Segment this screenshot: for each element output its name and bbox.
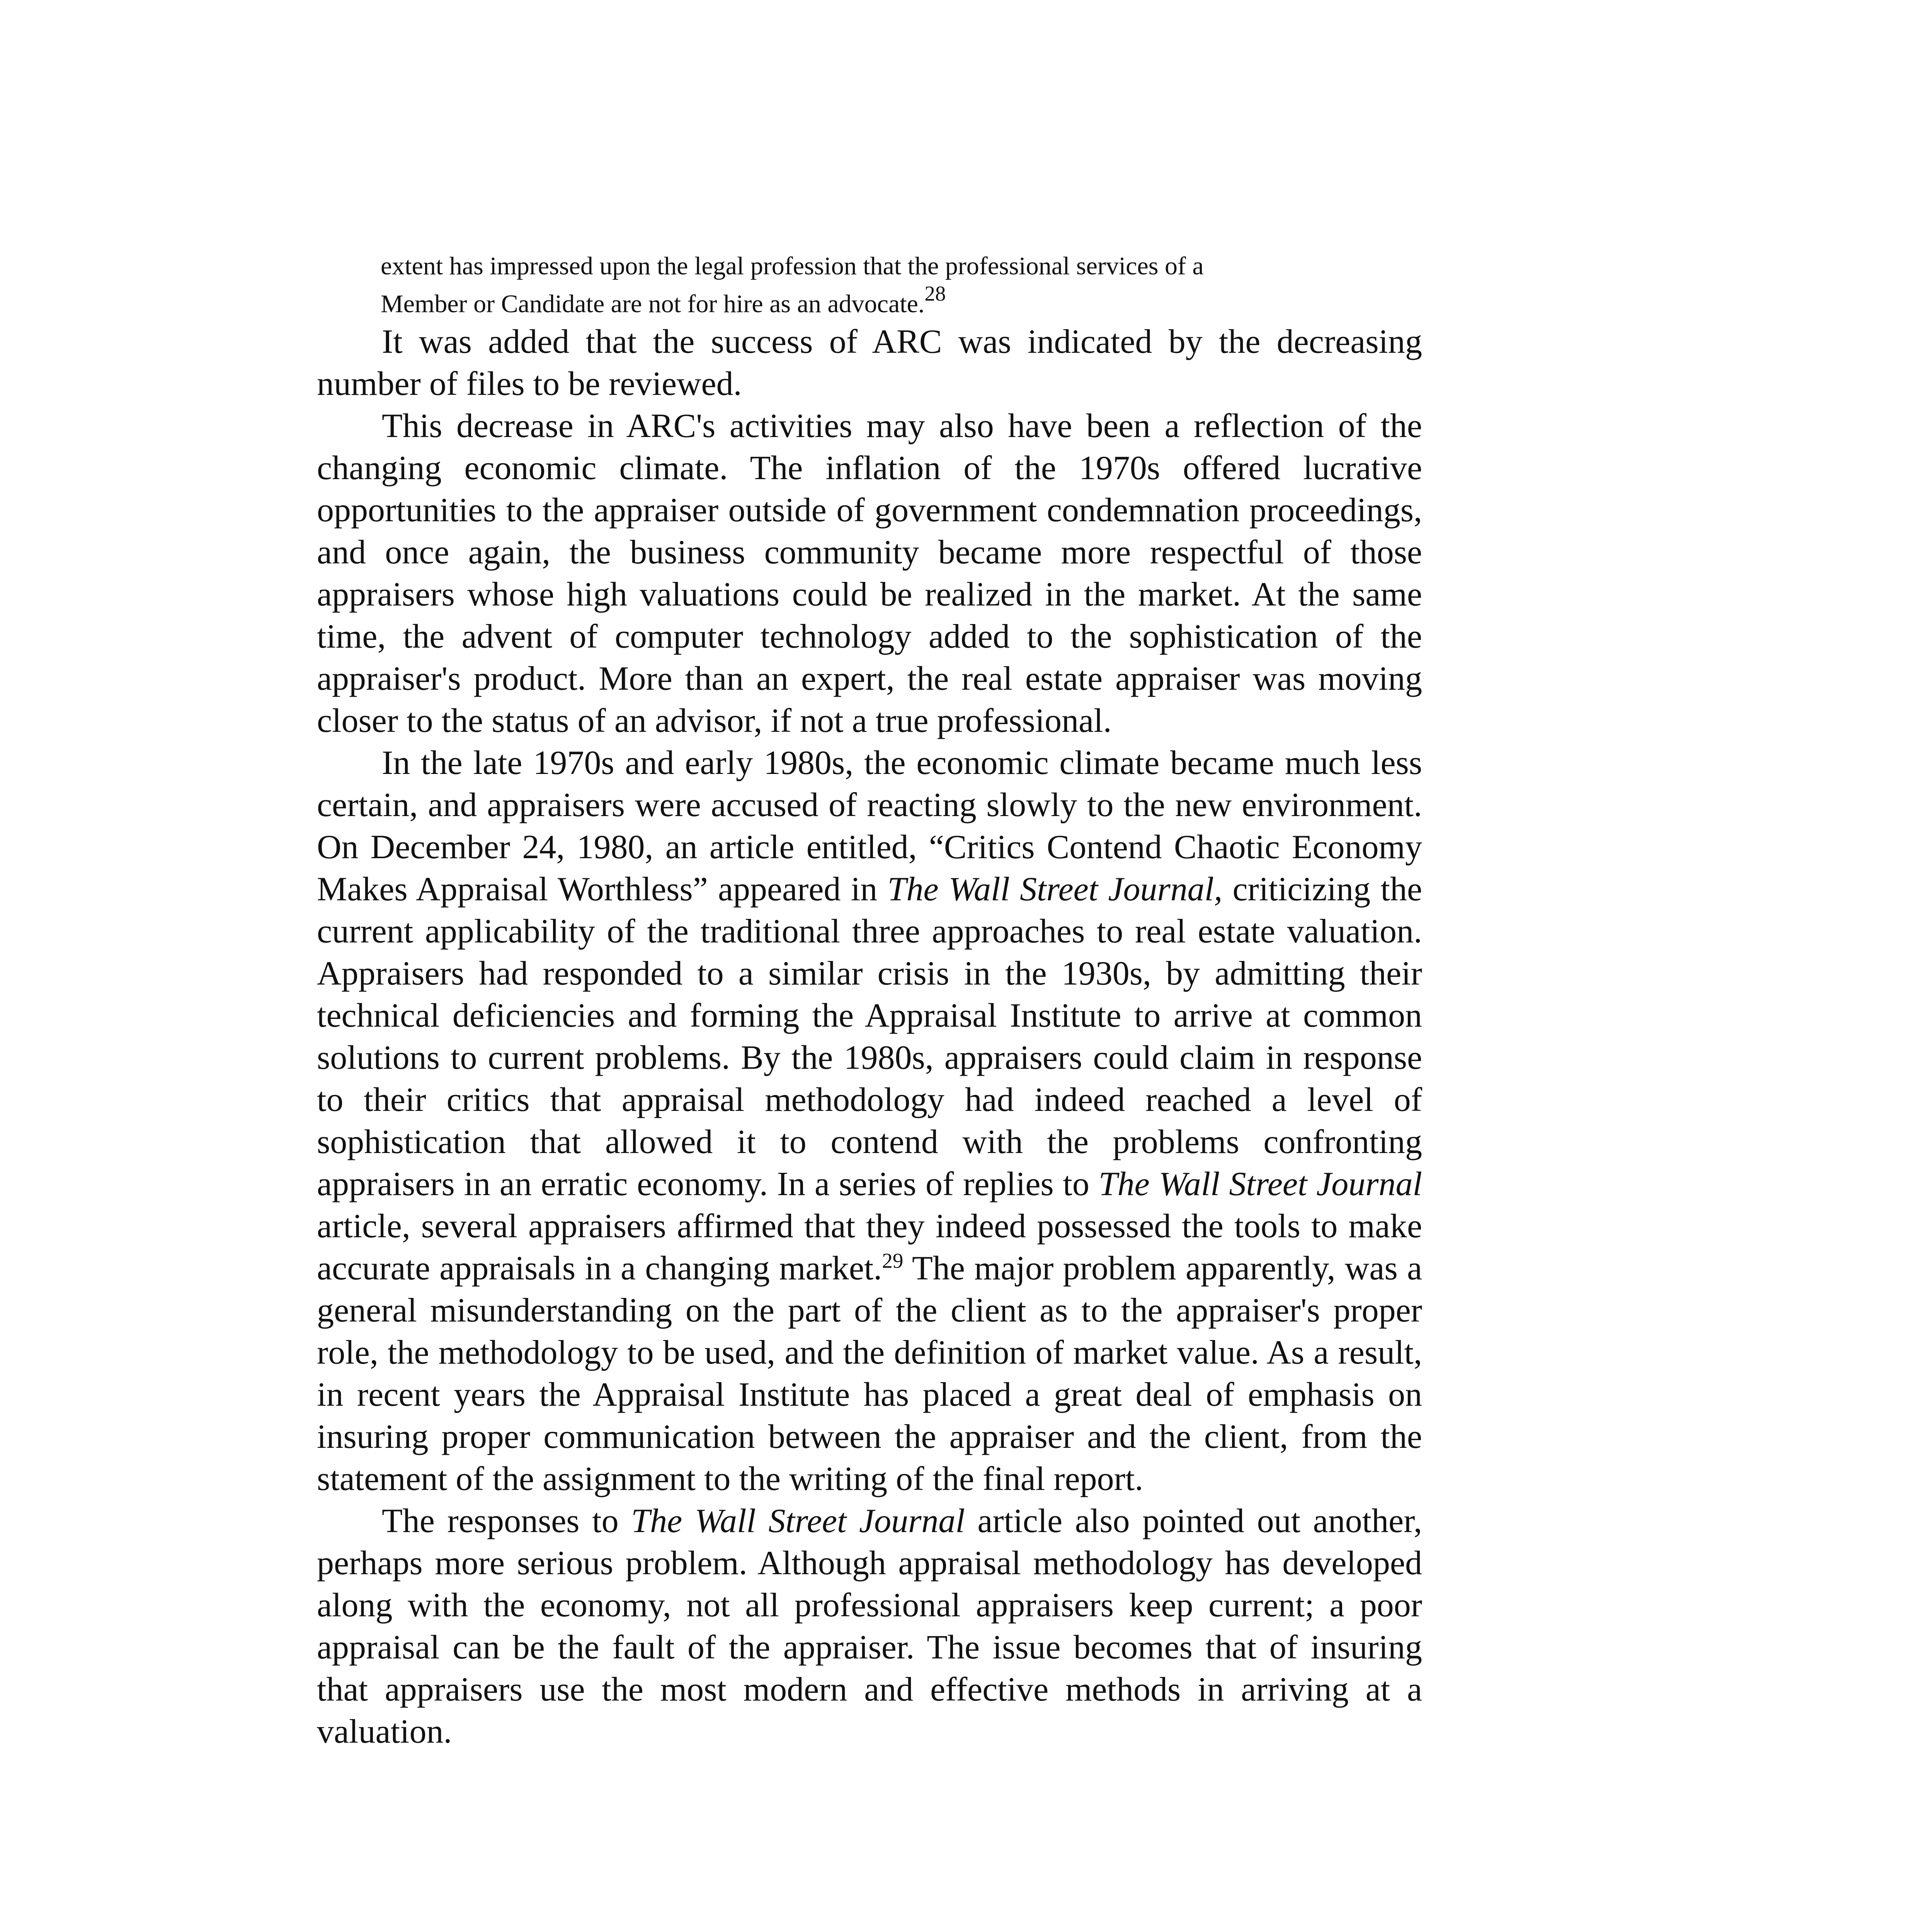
paragraph-4-text-b: article also pointed out another, perhaps more serious problem. Although appraisal methodology has developed along with the economy, not all professional appraisers keep current; a poor appraisal can be the fault of the appraiser. The issue becomes that of insuring that appraisers use the most modern and effective methods in arriving at a valuation. bbox=[317, 1502, 1422, 1750]
footnote-ref-28: 28 bbox=[924, 282, 946, 305]
paragraph-1: It was added that the success of ARC was indicated by the decreasing number of files to be reviewed. bbox=[317, 323, 1422, 403]
body-text bbox=[317, 321, 1422, 1753]
block-quote-line-2 bbox=[381, 282, 1420, 323]
paragraph-4-text-a: The responses to bbox=[382, 1502, 631, 1540]
paragraph-3-text-d: The major problem apparently, was a general misunderstanding on the part of the client as to the appraiser's proper role, the methodology to be used, and the definition of market value. As a result, in recent years the Appraisal Institute has placed a great deal of emphasis on insuring proper communication between the appraiser and the client, from the statement of the assignment to the writing of the final report. bbox=[317, 1250, 1423, 1498]
block-quote bbox=[381, 247, 1420, 323]
block-quote-text: Member or Candidate are not for hire as an advocate. bbox=[381, 290, 925, 318]
paragraph-4 bbox=[317, 1500, 1422, 1753]
paragraph-3 bbox=[317, 742, 1422, 1500]
block-quote-line-1: extent has impressed upon the legal profession that the professional services of a bbox=[381, 252, 1204, 280]
journal-title: The Wall Street Journal bbox=[1098, 1165, 1422, 1203]
paragraph-3-text-b: criticizing the current applicability of the traditional three approaches to real estate valuation. Appraisers had responded to a similar crisis in the 1930s, by admitting their technical deficiencies and forming the Appraisal Institute to arrive at common solutions to current problems. By the 1980s, appraisers could claim in response to their critics that appraisal methodology had indeed reached a level of sophistication that allowed it to contend with the problems confronting appraisers in an erratic economy. In a series of replies to bbox=[317, 871, 1423, 1203]
footnote-ref-29: 29 bbox=[882, 1249, 904, 1272]
journal-title: The Wall Street Journal, bbox=[887, 871, 1223, 908]
paragraph-2: This decrease in ARC's activities may also have been a reflection of the changing economic climate. The inflation of the 1970s offered lucrative opportunities to the appraiser outside of government condemnation proceedings, and once again, the business community became more respectful of those appraisers whose high valuations could be realized in the market. At the same time, the advent of computer technology added to the sophistication of the appraiser's product. More than an expert, the real estate appraiser was moving closer to the status of an advisor, if not a true professional. bbox=[317, 407, 1422, 740]
paragraph-3-text-c: article, several appraisers affirmed that they indeed possessed the tools to make accurate appraisals in a changing market. bbox=[317, 1208, 1422, 1287]
journal-title: The Wall Street Journal bbox=[631, 1502, 965, 1540]
paragraph-3-text-a: In the late 1970s and early 1980s, the economic climate became much less certain, and appraisers were accused of reacting slowly to the new environment. On December 24, 1980, an article entitled, “Critics Contend Chaotic Economy Makes Appraisal Worthless” appeared in bbox=[317, 744, 1422, 908]
